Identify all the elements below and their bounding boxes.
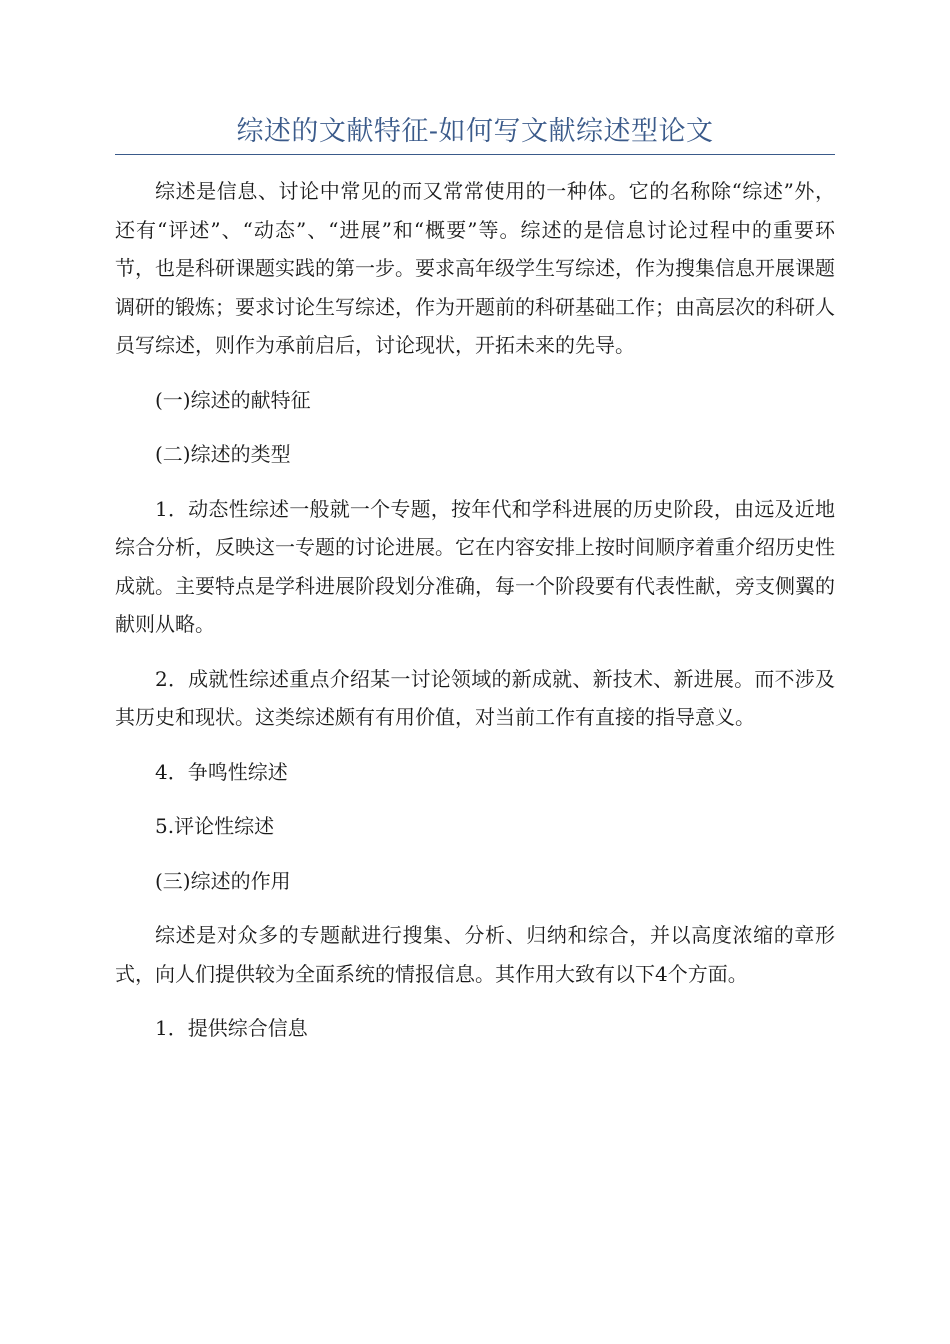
list-item-critical-review: 5.评论性综述 [155,814,275,838]
paragraph-function: 综述是对众多的专题献进行搜集、分析、归纳和综合，并以高度浓缩的章形式，向人们提供较为全面系统的情报信息。其作用大致有以下4个方面。 [115,923,835,986]
document-body [115,172,835,1064]
page-title: 综述的文献特征-如何写文献综述型论文 [236,116,714,147]
section-heading-3: (三)综述的作用 [155,868,291,893]
section-heading-1: (一)综述的献特征 [155,387,311,412]
section-heading-2: (二)综述的类型 [155,442,291,466]
paragraph-intro: 综述是信息、讨论中常见的而又常常使用的一种体。它的名称除“综述”外，还有“评述”、“动态”、“进展”和“概要”等。综述的是信息讨论过程中的重要环节，也是科研课题实践的第一步。要求高年级学生写综述，作为搜集信息开展课题调研的锻炼；要求讨论生写综述，作为开题前的科研基础工作；由高层次的科研人员写综述，则作为承前启后，讨论现状，开拓未来的先导。 [115,179,835,357]
title-underline [115,154,835,155]
list-item-controversy-review: 4．争鸣性综述 [155,759,288,784]
list-item-comprehensive-info: 1．提供综合信息 [155,1016,308,1040]
paragraph-dynamic-review: 1．动态性综述一般就一个专题，按年代和学科进展的历史阶段，由远及近地综合分析，反映这一专题的讨论进展。它在内容安排上按时间顺序着重介绍历史性成就。主要特点是学科进展阶段划分准确，每一个阶段要有代表性献，旁支侧翼的献则从略。 [115,496,835,636]
paragraph-achievement-review: 2．成就性综述重点介绍某一讨论领域的新成就、新技术、新进展。而不涉及其历史和现状。这类综述颇有有用价值，对当前工作有直接的指导意义。 [115,666,835,729]
